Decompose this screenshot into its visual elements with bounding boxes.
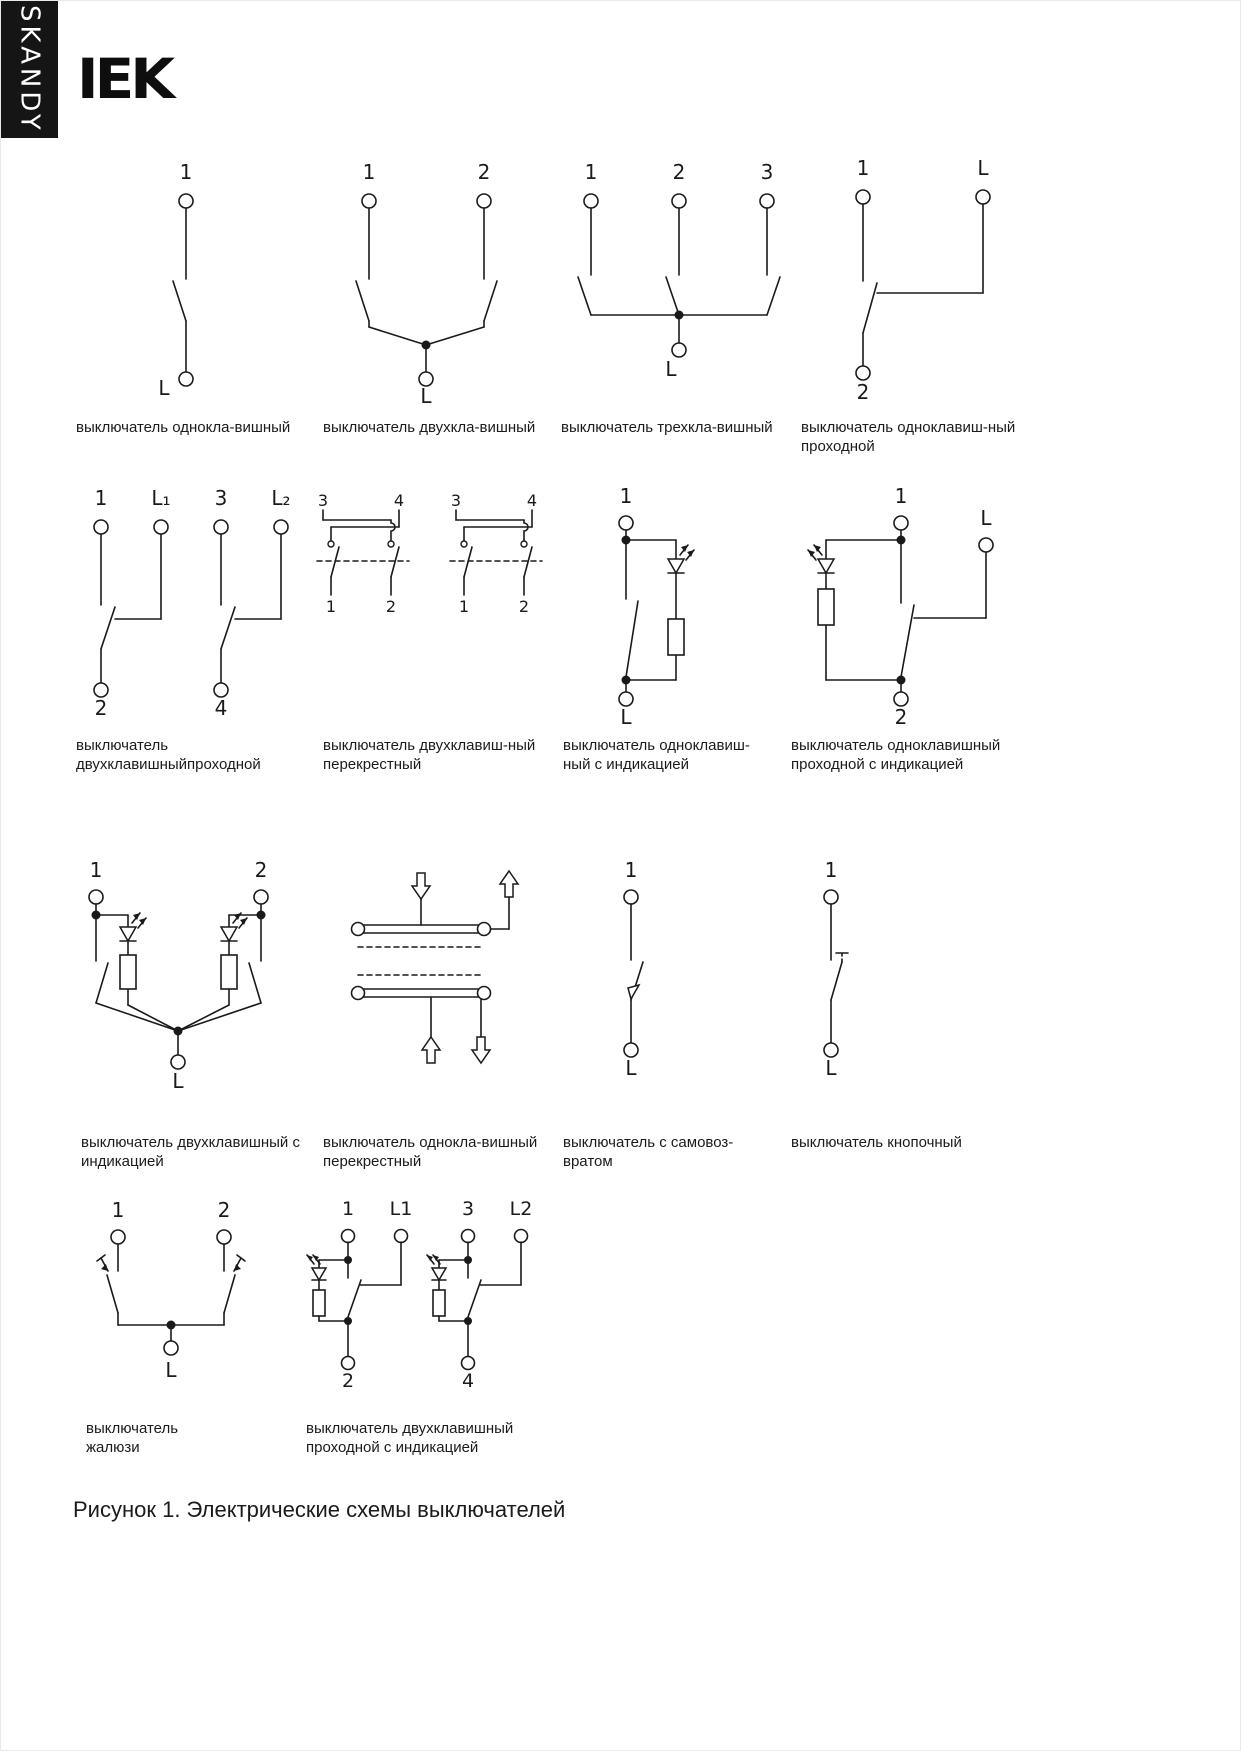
terminal-circle <box>89 890 103 904</box>
diagram-switch-1gang-indicator <box>566 484 716 734</box>
terminal-label: L <box>825 1056 837 1080</box>
terminal-label: 1 <box>619 484 633 508</box>
switch-blade <box>101 607 115 649</box>
terminal-circle <box>254 890 268 904</box>
caption-line: перекрестный <box>323 756 422 773</box>
junction-dot <box>622 536 631 545</box>
diagram-switch-1gang <box>76 159 316 414</box>
led-icon <box>312 1268 326 1280</box>
switch-blade <box>468 1280 481 1317</box>
terminal-circle <box>584 194 598 208</box>
diagram-switch-2gang-crossover <box>311 493 561 633</box>
terminal-circle <box>894 516 908 530</box>
wire-hop <box>524 520 528 541</box>
led-icon <box>221 913 247 941</box>
wiring <box>358 897 509 1037</box>
brand-vertical-text: SKANDY <box>14 5 45 134</box>
terminal-circle <box>515 1230 528 1243</box>
terminal-label: L <box>665 357 677 381</box>
blind-direction-arrow-icon <box>97 1255 108 1271</box>
switch-blade <box>578 277 591 315</box>
self-return-triangle-icon <box>628 985 639 999</box>
terminal-label: L <box>625 1056 637 1080</box>
terminal-label: 2 <box>518 597 530 616</box>
junction-dot <box>897 536 906 545</box>
terminal-label: L <box>977 156 989 180</box>
caption-line: проходной с индикацией <box>791 756 964 773</box>
switch-blade <box>484 281 497 321</box>
contact-circle <box>521 541 527 547</box>
terminal-circle <box>478 987 491 1000</box>
junction-dot <box>897 676 906 685</box>
caption-switch-blinds <box>86 1419 296 1457</box>
terminal-circle <box>672 194 686 208</box>
terminal-circle <box>619 516 633 530</box>
terminal-label: 4 <box>526 491 538 510</box>
wire-hop <box>391 520 395 541</box>
caption-switch-2gang <box>323 418 553 437</box>
junction-dot <box>257 911 266 920</box>
iek-logo: IEK <box>77 46 172 112</box>
terminal-label: 1 <box>856 156 870 180</box>
terminal-circle <box>824 890 838 904</box>
terminal-circle <box>352 987 365 1000</box>
terminal-label: L1 <box>389 1198 413 1220</box>
caption-line: выключатель одноклавиш-ный <box>801 419 1016 436</box>
terminal-circle <box>395 1230 408 1243</box>
switch-blade <box>391 547 399 577</box>
wiring <box>831 904 848 1043</box>
caption-line: выключатель однокла-вишный <box>76 419 291 436</box>
terminal-label: 3 <box>461 1198 475 1220</box>
caption-switch-2gang-indicator <box>81 1133 331 1171</box>
caption-line: выключатель двухклавишный <box>306 1420 514 1437</box>
contact-circle <box>328 541 334 547</box>
caption-switch-1gang-crossover <box>323 1133 563 1171</box>
switch-blade <box>767 277 780 315</box>
caption-switch-momentary <box>563 1133 793 1171</box>
junction-dot <box>167 1321 176 1330</box>
terminal-label: 1 <box>111 1198 125 1222</box>
diagram-switch-momentary <box>586 858 676 1080</box>
caption-switch-1gang-2way <box>801 418 1041 456</box>
terminal-circle <box>179 372 193 386</box>
caption-line: индикацией <box>81 1153 164 1170</box>
diagram-switch-2gang-2way-indicator <box>301 1196 551 1396</box>
switch-blade <box>464 547 472 577</box>
wiring <box>863 204 983 366</box>
caption-switch-2gang-crossover <box>323 736 563 774</box>
switch-blade <box>331 547 339 577</box>
caption-switch-1gang-indicator <box>563 736 793 774</box>
led-icon <box>120 913 146 941</box>
terminal-circle <box>342 1230 355 1243</box>
terminal-label: 1 <box>458 597 470 616</box>
terminal-circle <box>979 538 993 552</box>
caption-line: двухклавишныйпроходной <box>76 756 261 773</box>
wiring <box>631 904 643 1043</box>
arrow-down-icon <box>412 873 430 899</box>
terminal-label: 2 <box>385 597 397 616</box>
caption-switch-pushbutton <box>791 1133 1031 1152</box>
crossover-pole-right <box>450 491 542 616</box>
junction-dot <box>622 676 631 685</box>
switch-blade <box>107 1275 118 1313</box>
diagram-switch-1gang-2way-indicator <box>791 484 1021 734</box>
terminal-circle <box>352 923 365 936</box>
diagram-switch-3gang <box>561 159 797 414</box>
caption-line: выключатель с самовоз- <box>563 1134 734 1151</box>
terminal-label: 1 <box>179 160 193 184</box>
blind-direction-arrow-icon <box>234 1255 245 1271</box>
caption-line: выключатель <box>76 737 169 754</box>
wiring <box>173 208 186 372</box>
terminal-circle <box>362 194 376 208</box>
gang-2 <box>427 1198 532 1392</box>
caption-switch-2gang-2way-indicator <box>306 1419 566 1457</box>
caption-line: выключатель однокла-вишный <box>323 1134 538 1151</box>
terminal-label: L <box>420 384 432 408</box>
caption-switch-1gang-2way-indicator <box>791 736 1031 774</box>
terminal-label: 4 <box>393 491 405 510</box>
caption-switch-3gang <box>561 418 791 437</box>
caption-line: ный с индикацией <box>563 756 689 773</box>
switch-blade <box>666 277 679 315</box>
switch-blade <box>626 601 638 677</box>
terminal-circle <box>478 923 491 936</box>
wiring <box>578 208 780 343</box>
terminal-circle <box>462 1357 475 1370</box>
caption-line: жалюзи <box>86 1439 140 1456</box>
resistor <box>668 619 684 655</box>
junction-dot <box>92 911 101 920</box>
diagram-switch-2gang-indicator <box>66 858 301 1113</box>
caption-line: выключатель <box>86 1420 179 1437</box>
diagram-switch-pushbutton <box>786 858 876 1080</box>
terminal-circle <box>856 366 870 380</box>
switch-blade <box>831 962 842 1000</box>
caption-line: проходной <box>801 438 875 455</box>
diagram-switch-2gang-2way <box>71 487 311 727</box>
caption-line: выключатель трехкла-вишный <box>561 419 773 436</box>
contact-circle <box>388 541 394 547</box>
terminal-label: 1 <box>584 160 598 184</box>
wiring <box>101 534 281 683</box>
resistor <box>818 589 834 625</box>
arrow-down-icon <box>472 1037 490 1063</box>
terminal-label: 2 <box>94 696 108 720</box>
terminal-label: 1 <box>89 858 103 882</box>
arrow-up-icon <box>422 1037 440 1063</box>
terminal-circle <box>342 1357 355 1370</box>
terminal-circle <box>217 1230 231 1244</box>
caption-switch-2gang-2way <box>76 736 321 774</box>
terminal-circle <box>171 1055 185 1069</box>
switch-blade <box>224 1275 235 1313</box>
led-icon <box>668 545 694 573</box>
terminal-label: L <box>172 1069 184 1093</box>
terminal-circle <box>477 194 491 208</box>
terminal-circle <box>624 890 638 904</box>
terminal-circle <box>94 520 108 534</box>
terminal-label: L₂ <box>271 486 291 510</box>
terminal-label: L <box>620 705 632 729</box>
terminal-label: 2 <box>217 1198 231 1222</box>
terminal-circle <box>462 1230 475 1243</box>
junction-dot <box>675 311 684 320</box>
terminal-circle <box>214 520 228 534</box>
terminal-circle <box>824 1043 838 1057</box>
terminal-circle <box>164 1341 178 1355</box>
terminal-label: 3 <box>214 486 228 510</box>
caption-line: выключатель двухкла-вишный <box>323 419 536 436</box>
terminal-label: 2 <box>672 160 686 184</box>
terminal-label: 2 <box>856 380 870 404</box>
terminal-label: 2 <box>254 858 268 882</box>
led-icon <box>432 1268 446 1280</box>
terminal-label: 2 <box>341 1370 355 1392</box>
terminal-circle <box>624 1043 638 1057</box>
figure-caption: Рисунок 1. Электрические схемы выключателей <box>73 1497 566 1522</box>
terminal-circle <box>856 190 870 204</box>
caption-line: выключатель кнопочный <box>791 1134 962 1151</box>
terminal-label: L <box>980 506 992 530</box>
diagram-switch-1gang-crossover <box>331 861 541 1076</box>
resistor <box>313 1290 325 1316</box>
terminal-label: 2 <box>477 160 491 184</box>
caption-line: выключатель двухклавишный с <box>81 1134 300 1151</box>
resistor <box>433 1290 445 1316</box>
caption-line: выключатель одноклавишный <box>791 737 1001 754</box>
terminal-circle <box>94 683 108 697</box>
resistor <box>221 955 237 989</box>
switch-blade <box>221 607 235 649</box>
terminal-label: 1 <box>325 597 337 616</box>
terminal-circle <box>179 194 193 208</box>
crossover-pole-left <box>317 491 409 616</box>
terminal-circle <box>760 194 774 208</box>
contact-circle <box>461 541 467 547</box>
terminal-label: 1 <box>894 484 908 508</box>
terminal-label: 1 <box>624 858 638 882</box>
switch-blade <box>96 963 108 1003</box>
terminal-circle <box>976 190 990 204</box>
caption-line: выключатель одноклавиш- <box>563 737 750 754</box>
arrow-up-icon <box>500 871 518 897</box>
junction-dot <box>464 1256 472 1264</box>
gang-1 <box>307 1198 412 1392</box>
terminal-label: 1 <box>362 160 376 184</box>
switch-blade <box>356 281 369 321</box>
caption-switch-1gang <box>76 418 321 437</box>
brand-sidebar <box>1 1 58 138</box>
terminal-circle <box>894 692 908 706</box>
terminal-label: L2 <box>509 1198 533 1220</box>
terminal-label: 2 <box>894 705 908 729</box>
junction-dot <box>174 1027 183 1036</box>
led-icon <box>808 545 834 573</box>
switch-blade <box>901 605 914 677</box>
junction-dot <box>422 341 431 350</box>
terminal-label: 4 <box>214 696 228 720</box>
switch-blade <box>173 281 186 321</box>
switch-blade <box>249 963 261 1003</box>
terminal-circle <box>672 343 686 357</box>
caption-line: выключатель двухклавиш-ный <box>323 737 536 754</box>
diagram-switch-blinds <box>91 1198 291 1421</box>
terminal-label: 1 <box>341 1198 355 1220</box>
switch-blade <box>348 1280 361 1317</box>
terminal-label: 3 <box>317 491 329 510</box>
diagram-switch-1gang-2way <box>801 156 1031 414</box>
caption-line: перекрестный <box>323 1153 422 1170</box>
terminal-circle <box>214 683 228 697</box>
junction-dot <box>344 1256 352 1264</box>
terminal-label: 3 <box>760 160 774 184</box>
terminal-label: L <box>165 1358 177 1382</box>
terminal-label: L₁ <box>151 486 171 510</box>
terminal-label: 1 <box>94 486 108 510</box>
diagram-switch-2gang <box>321 159 531 414</box>
terminal-circle <box>274 520 288 534</box>
terminal-label: 4 <box>461 1370 475 1392</box>
wiring <box>826 530 986 692</box>
caption-line: вратом <box>563 1153 613 1170</box>
terminal-label: 1 <box>824 858 838 882</box>
terminal-label: 3 <box>450 491 462 510</box>
terminal-circle <box>619 692 633 706</box>
wiring <box>626 530 676 692</box>
terminal-circle <box>111 1230 125 1244</box>
caption-line: проходной с индикацией <box>306 1439 479 1456</box>
switch-blade <box>863 283 877 333</box>
terminal-label: L <box>158 376 170 400</box>
terminal-circle <box>154 520 168 534</box>
switch-blade <box>524 547 532 577</box>
resistor <box>120 955 136 989</box>
